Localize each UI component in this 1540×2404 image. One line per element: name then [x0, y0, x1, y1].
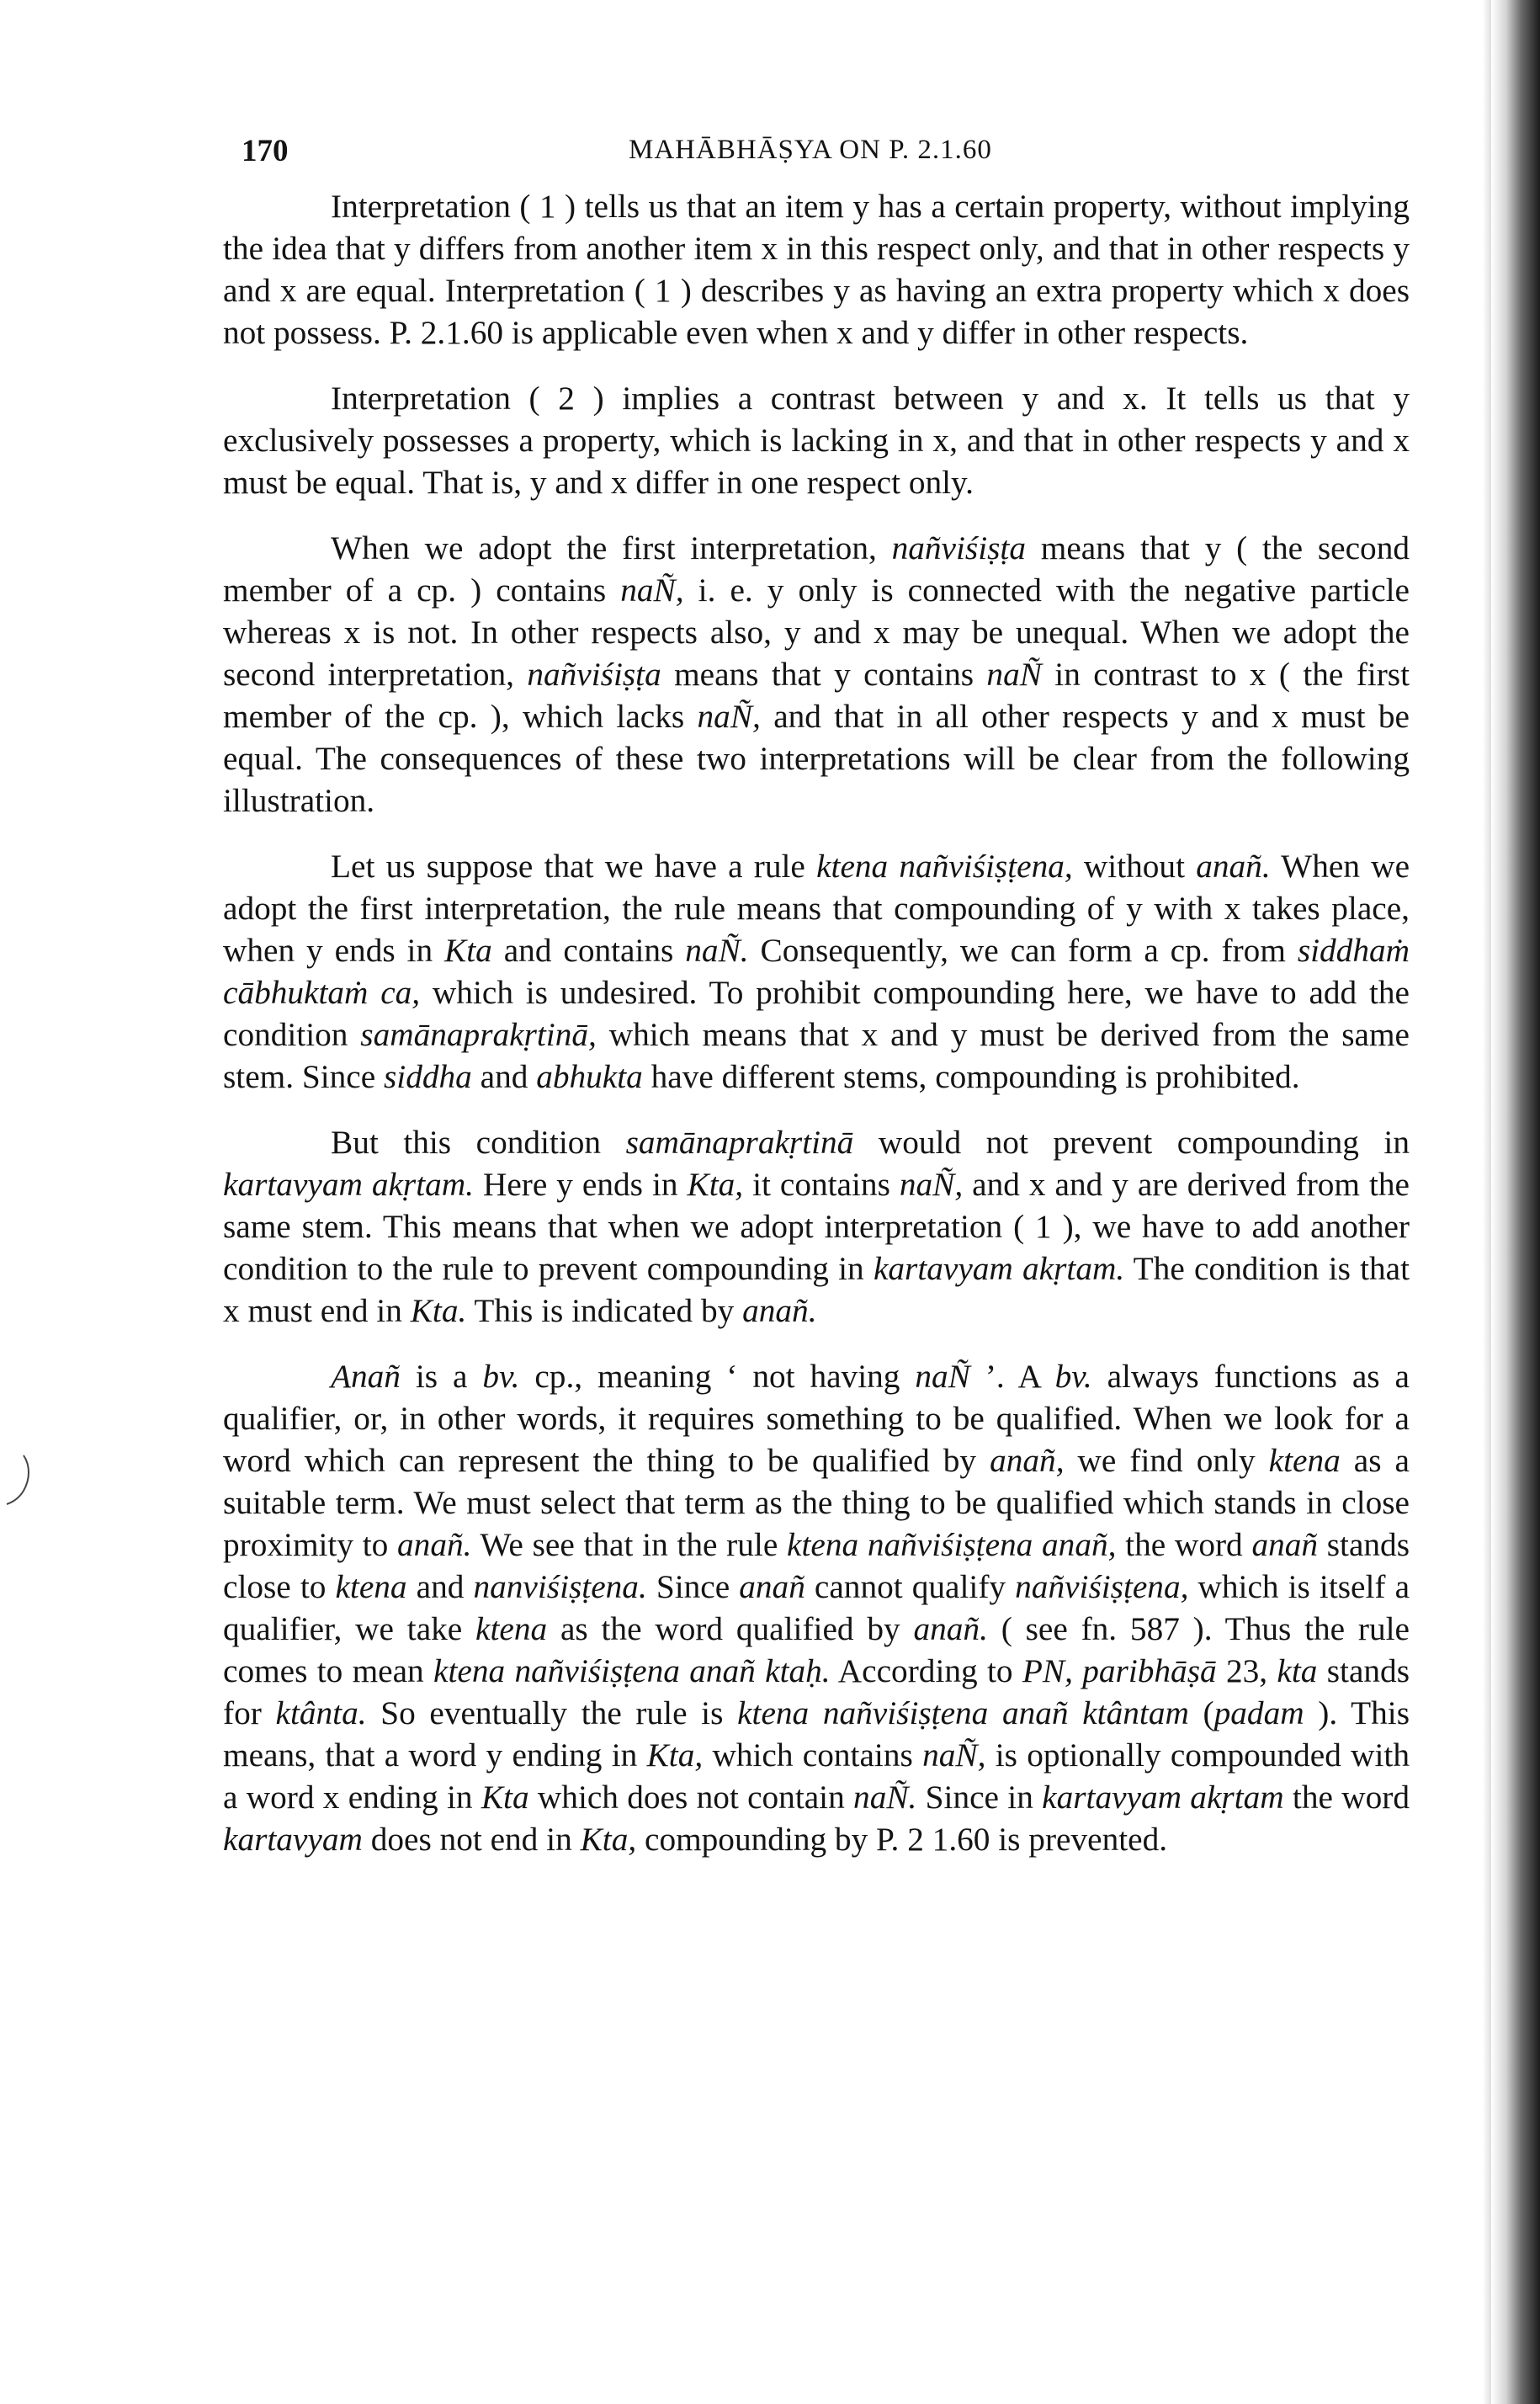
italic-term: nañviśiṣṭena, [1015, 1568, 1189, 1605]
text-run: compounding by P. 2 1.60 is prevented. [636, 1821, 1168, 1858]
italic-term: naÑ, [697, 698, 761, 735]
italic-term: nañviśiṣṭa [891, 529, 1026, 566]
italic-term: Kta [444, 932, 492, 969]
italic-term: ktena nañviśiṣṭena anañ, [787, 1526, 1117, 1563]
text-run: The condition is that x must end in [223, 1250, 1410, 1329]
text-run: i. e. y only is connected with the negative particle whereas x is not. In other respects also, y and x may be unequal. When we adopt the second interpretation, [223, 572, 1410, 693]
text-run: According to [830, 1652, 1022, 1689]
running-title-text: MAHĀBHĀṢYA ON P. 2.1.60 [629, 135, 992, 165]
text-run: is optionally compounded with a word x ending in [223, 1737, 1410, 1816]
paragraph-1 [223, 185, 1410, 354]
italic-term: anañ. [397, 1526, 472, 1563]
italic-term: samānaprakṛtinā, [360, 1016, 597, 1053]
italic-term: Kta, [580, 1821, 637, 1858]
text-run: which does not contain [528, 1779, 854, 1816]
italic-term: ktena [335, 1568, 407, 1605]
paragraph-4 [223, 845, 1410, 1098]
text-run: When we adopt the first interpretation, [331, 529, 892, 566]
italic-term: anañ, [990, 1442, 1065, 1479]
text-run: ( see fn. 587 ). Thus the rule comes to mean [223, 1610, 1410, 1689]
italic-term: anañ [739, 1568, 805, 1605]
text-run: Since [646, 1568, 740, 1605]
text-run: and [471, 1058, 537, 1095]
italic-term: siddhaṁ cābhuktaṁ ca, [223, 932, 1410, 1011]
page-edge-shadow [1483, 0, 1491, 2404]
text-run: is a [400, 1358, 483, 1395]
page-number: 170 [242, 134, 289, 168]
italic-term: naÑ. [685, 932, 749, 969]
text-run: Interpretation ( 1 ) tells us that an item y has a certain property, without implying the idea that y differs from another item x in this respect only, and that in other respects y and x are equal. Interpretation ( 1 ) describes y as having an extra property which x does not possess. P. 2.1.60 is applicable even when x and y differ in other respects. [223, 188, 1410, 351]
italic-term: Kta, [646, 1737, 704, 1774]
text-run: and that in all other respects y and x must be equal. The consequences of these two interpretations will be clear from the following illustration. [223, 698, 1410, 819]
paragraph-6 [223, 1355, 1410, 1860]
italic-term: ktena nañviśiṣṭena, [816, 848, 1073, 885]
italic-term: Kta [481, 1779, 529, 1816]
italic-term: naÑ [986, 656, 1042, 693]
text-run: ( [1188, 1694, 1214, 1731]
italic-term: ktânta. [275, 1694, 367, 1731]
italic-term: kartavyam akṛtam. [223, 1166, 474, 1203]
text-run: without [1072, 848, 1197, 885]
italic-term: padam [1213, 1694, 1304, 1731]
page-binding-edge [1491, 0, 1540, 2404]
text-run: which means that x and y must be derived from the same stem. Since [223, 1016, 1410, 1095]
paragraph-5 [223, 1121, 1410, 1332]
text-run: in contrast to x ( the first member of the cp. ), which lacks [223, 656, 1410, 735]
text-run: we find only [1064, 1442, 1269, 1479]
italic-term: nañviśiṣṭa [527, 656, 661, 693]
italic-term: Kta. [410, 1292, 467, 1329]
text-run: Let us suppose that we have a rule [331, 848, 817, 885]
margin-pencil-mark [5, 1452, 34, 1509]
italic-term: abhukta [536, 1058, 643, 1095]
text-run: the word [1283, 1779, 1410, 1816]
running-title [629, 135, 992, 166]
italic-term: samānaprakṛtinā [625, 1124, 854, 1161]
text-run: ’. A [969, 1358, 1055, 1395]
italic-term: naÑ, [899, 1166, 964, 1203]
text-run: So eventually the rule is [366, 1694, 738, 1731]
italic-term: ktena nañviśiṣṭena anañ ktântam [737, 1694, 1189, 1731]
text-run: Interpretation ( 2 ) implies a contrast between y and x. It tells us that y exclusively possesses a property, which is lacking in x, and that in other respects y and x must be equal. That is, y and x differ in one respect only. [223, 380, 1410, 501]
italic-term: anañ. [742, 1292, 817, 1329]
italic-term: nanviśiṣṭena. [473, 1568, 647, 1605]
text-run: which contains [703, 1737, 923, 1774]
italic-term: naÑ, [620, 572, 684, 609]
italic-term: kartavyam [223, 1821, 363, 1858]
text-run: it contains [743, 1166, 900, 1203]
text-run: cp., meaning ‘ not having [519, 1358, 916, 1395]
page-content [223, 126, 1410, 1884]
text-run: have different stems, compounding is prohibited. [642, 1058, 1300, 1095]
italic-term: bv. [1054, 1358, 1092, 1395]
text-run: Since in [916, 1779, 1043, 1816]
text-run: cannot qualify [805, 1568, 1016, 1605]
italic-term: anañ [1251, 1526, 1319, 1563]
italic-term: ktena [475, 1610, 548, 1647]
text-run: always functions as a qualifier, or, in other words, it requires something to be qualified. When we look for a word which can represent the thing to be qualified by [223, 1358, 1410, 1479]
italic-term: Anañ [331, 1358, 401, 1395]
text-run: means that y ( the second member of a cp. ) contains [223, 529, 1410, 609]
italic-term: naÑ. [853, 1779, 917, 1816]
italic-term: naÑ [915, 1358, 970, 1395]
paragraph-2 [223, 377, 1410, 503]
text-run: the word [1116, 1526, 1252, 1563]
text-run: does not end in [362, 1821, 581, 1858]
text-run: stands close to [223, 1526, 1410, 1605]
text-run: Consequently, we can form a cp. from [748, 932, 1298, 969]
italic-term: kartavyam akṛtam [1042, 1779, 1284, 1816]
text-run: When we adopt the first interpretation, the rule means that compounding of y with x takes place, when y ends in [223, 848, 1410, 969]
italic-term: anañ. [1196, 848, 1271, 885]
text-run: which is undesired. To prohibit compounding here, we have to add the condition [223, 974, 1410, 1053]
italic-term: Kta, [687, 1166, 744, 1203]
text-run: Here y ends in [474, 1166, 688, 1203]
paragraph-3 [223, 527, 1410, 822]
italic-term: bv. [482, 1358, 520, 1395]
italic-term: anañ. [913, 1610, 988, 1647]
text-run: stands for [223, 1652, 1410, 1731]
text-run: as a suitable term. We must select that term as the thing to be qualified which stands in close proximity to [223, 1442, 1410, 1563]
text-run: which is itself a qualifier, we take [223, 1568, 1410, 1647]
text-run: would not prevent compounding in [853, 1124, 1410, 1161]
text-run: ). This means, that a word y ending in [223, 1694, 1410, 1774]
text-run: means that y contains [661, 656, 987, 693]
text-run: and [406, 1568, 474, 1605]
text-run: and contains [491, 932, 686, 969]
text-run: 23, [1216, 1652, 1277, 1689]
italic-term: siddha [384, 1058, 472, 1095]
text-run: But this condition [331, 1124, 626, 1161]
italic-term: ktena nañviśiṣṭena anañ ktaḥ. [433, 1652, 831, 1689]
italic-term: kta [1277, 1652, 1318, 1689]
text-run: We see that in the rule [471, 1526, 788, 1563]
italic-term: kartavyam akṛtam. [873, 1250, 1125, 1287]
italic-term: ktena [1268, 1442, 1341, 1479]
italic-term: PN, paribhāṣā [1022, 1652, 1217, 1689]
text-run: and x and y are derived from the same stem. This means that when we adopt interpretation ( 1 ), we have to add another condition to the rule to prevent compounding in [223, 1166, 1410, 1287]
italic-term: naÑ, [922, 1737, 986, 1774]
text-run: This is indicated by [466, 1292, 743, 1329]
running-head [242, 126, 1410, 185]
text-run: as the word qualified by [547, 1610, 914, 1647]
